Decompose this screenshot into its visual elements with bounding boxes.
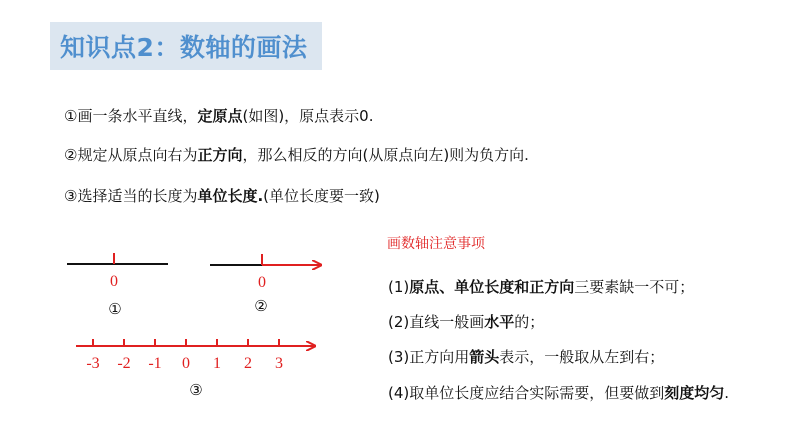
fig3-caption: ③ — [189, 381, 203, 399]
step-1-text-a: ①画一条水平直线， — [64, 107, 198, 125]
step-3-text-c: (单位长度要一致) — [263, 187, 380, 205]
note-1-text-c: 三要素缺一不可； — [574, 278, 695, 296]
note-3 — [388, 346, 664, 367]
note-1-bold: 原点、单位长度和正方向 — [409, 278, 575, 296]
fig3-tick-label: 0 — [182, 355, 190, 372]
note-3-bold: 箭头 — [469, 348, 500, 366]
note-2-text-c: 的； — [514, 313, 545, 331]
fig1-zero-label: 0 — [110, 273, 118, 290]
step-3-bold: 单位长度. — [197, 187, 264, 205]
fig2-caption: ② — [254, 297, 268, 315]
fig1-caption: ① — [108, 300, 122, 318]
fig3-ticks — [93, 339, 279, 346]
fig3-tick-labels — [86, 355, 283, 372]
step-2-bold: 正方向 — [197, 146, 243, 164]
note-1 — [388, 276, 694, 297]
note-3-text-c: 表示，一般取从左到右； — [499, 348, 665, 366]
note-2-text-a: (2)直线一般画 — [388, 313, 485, 331]
note-1-text-a: (1) — [388, 278, 410, 296]
step-2-text-c: ，那么相反的方向(从原点向左)则为负方向. — [242, 146, 529, 164]
fig3-tick-label: 1 — [213, 355, 221, 372]
step-1-bold: 定原点 — [197, 107, 243, 125]
fig3-tick-label: 3 — [275, 355, 283, 372]
note-4-text-a: (4)取单位长度应结合实际需要，但要做到 — [388, 384, 665, 402]
step-3-text-a: ③选择适当的长度为 — [64, 187, 198, 205]
fig3-tick-label: -1 — [148, 355, 162, 372]
fig3-tick-label: -2 — [117, 355, 131, 372]
note-2 — [388, 311, 544, 332]
note-4 — [388, 382, 729, 403]
page-title: 知识点2：数轴的画法 — [60, 33, 308, 62]
fig3-tick-label: 2 — [244, 355, 252, 372]
fig3-tick-label: -3 — [86, 355, 100, 372]
notes-title: 画数轴注意事项 — [387, 236, 485, 252]
step-2-text-a: ②规定从原点向右为 — [64, 146, 198, 164]
note-2-bold: 水平 — [484, 313, 515, 331]
note-4-text-c: . — [724, 384, 730, 402]
note-4-bold: 刻度均匀 — [664, 384, 725, 402]
fig2-zero-label: 0 — [258, 274, 266, 291]
note-3-text-a: (3)正方向用 — [388, 348, 470, 366]
step-1-text-c: (如图)，原点表示0. — [242, 107, 374, 125]
